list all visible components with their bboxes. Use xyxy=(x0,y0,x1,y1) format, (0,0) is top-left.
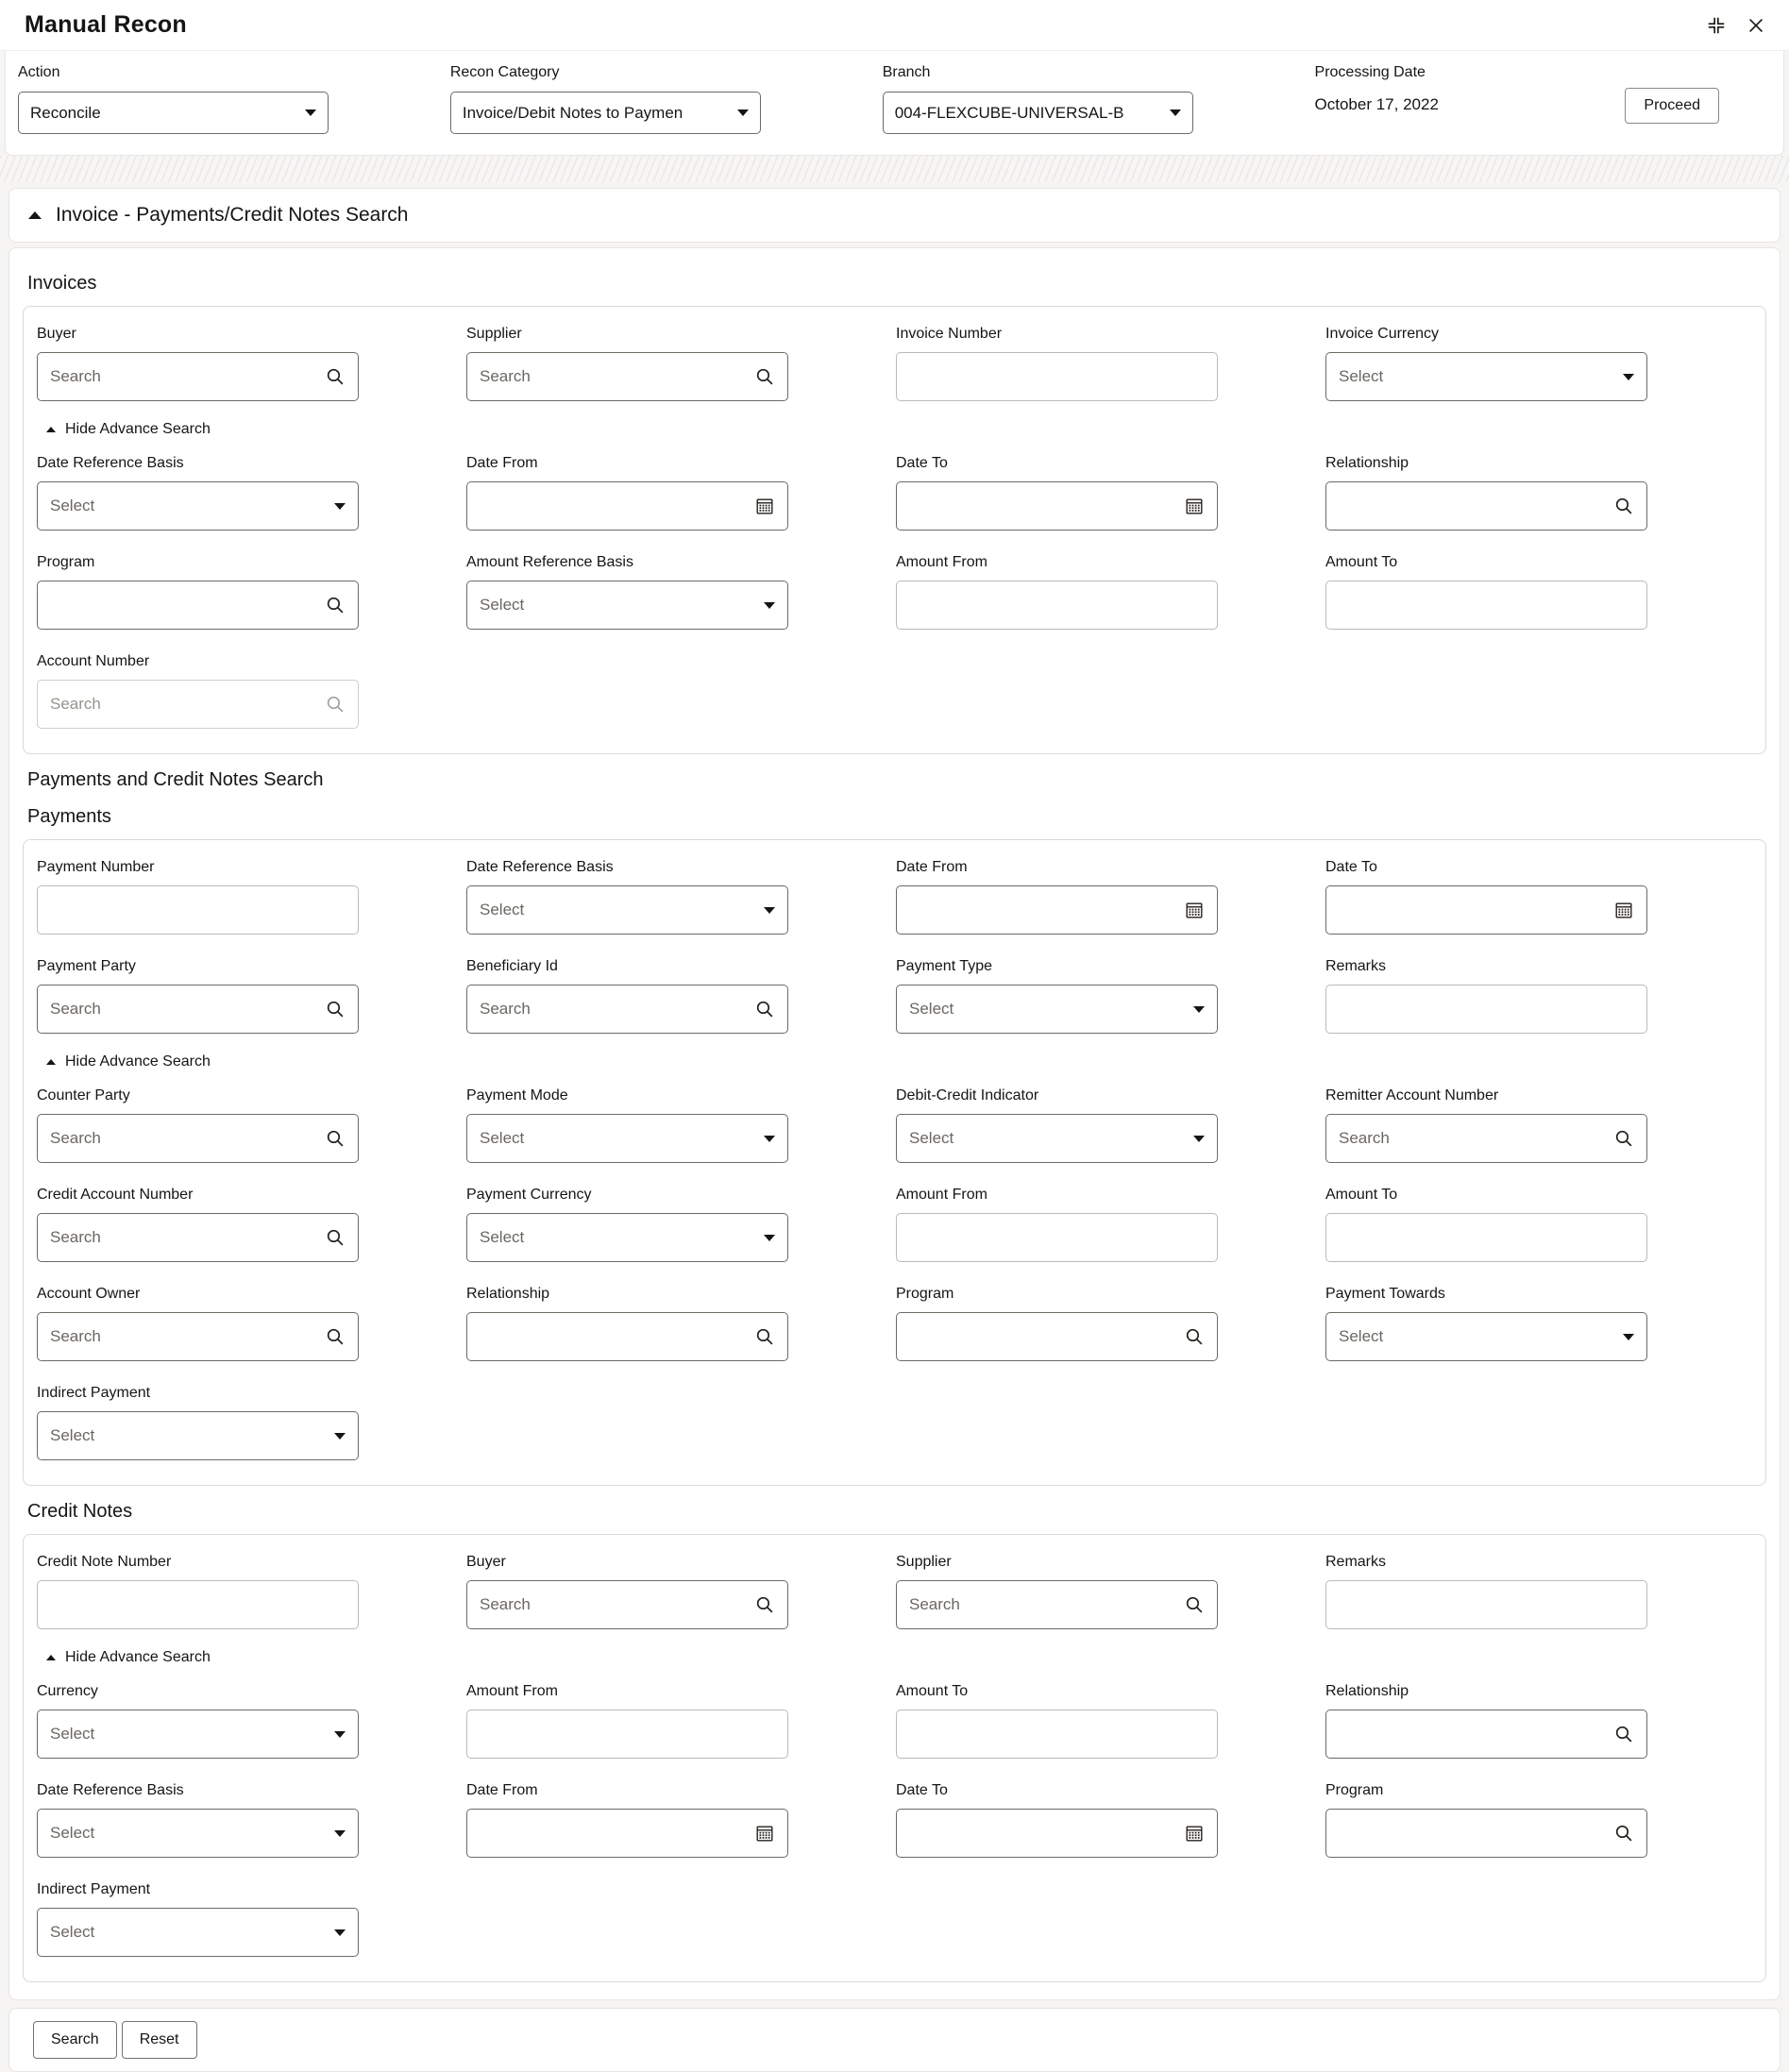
search-icon[interactable] xyxy=(754,1326,775,1347)
payments-indirect-payment-field xyxy=(37,1385,359,1460)
caret-down-icon xyxy=(334,503,346,510)
payments-relationship-field xyxy=(466,1286,788,1361)
credit-notes-date-from-field xyxy=(466,1782,788,1858)
calendar-icon[interactable] xyxy=(1184,1823,1205,1844)
credit-notes-advance-search-toggle[interactable] xyxy=(46,1649,211,1666)
caret-down-icon xyxy=(1193,1136,1205,1142)
field-row xyxy=(37,1187,1752,1262)
field-label: Date To xyxy=(896,455,948,471)
credit-notes-program-field xyxy=(1325,1782,1647,1858)
field-row xyxy=(37,1286,1752,1361)
payments-amount-from-input-box[interactable] xyxy=(896,1213,1218,1262)
section-header[interactable] xyxy=(8,188,1781,243)
field-row xyxy=(37,1683,1752,1759)
credit-notes-buyer-input[interactable] xyxy=(480,1595,747,1614)
credit-notes-remarks-input-box[interactable] xyxy=(1325,1580,1647,1629)
search-button[interactable]: Search xyxy=(33,2021,117,2059)
calendar-icon[interactable] xyxy=(1184,496,1205,516)
select-placeholder: Select xyxy=(480,901,525,918)
credit-notes-credit-note-number-input-box[interactable] xyxy=(37,1580,359,1629)
credit-notes-relationship-input[interactable] xyxy=(1339,1725,1606,1744)
invoices-supplier-input-box[interactable] xyxy=(466,352,788,401)
payments-remarks-input[interactable] xyxy=(1339,1000,1634,1019)
collapse-window-icon[interactable] xyxy=(1706,15,1727,36)
search-icon[interactable] xyxy=(325,595,346,615)
search-icon[interactable] xyxy=(754,1594,775,1615)
field-label: Amount Reference Basis xyxy=(466,554,633,570)
payments-remitter-account-number-input[interactable] xyxy=(1339,1129,1606,1148)
payments-beneficiary-id-field xyxy=(466,958,788,1034)
payments-payment-number-field xyxy=(37,859,359,935)
search-icon[interactable] xyxy=(1184,1594,1205,1615)
caret-down-icon xyxy=(764,1235,775,1241)
search-icon[interactable] xyxy=(1613,1128,1634,1149)
payments-remarks-input-box[interactable] xyxy=(1325,985,1647,1034)
field-label: Date From xyxy=(896,859,968,875)
invoices-supplier-field xyxy=(466,326,788,401)
field-row xyxy=(37,326,1752,401)
credit-notes-panel xyxy=(23,1534,1766,1982)
payments-account-owner-input[interactable] xyxy=(50,1327,317,1346)
section-title: Invoice - Payments/Credit Notes Search xyxy=(56,204,409,226)
invoices-amount-to-field xyxy=(1325,554,1647,630)
payments-payment-number-input[interactable] xyxy=(50,901,346,919)
credit-notes-relationship-input-box[interactable] xyxy=(1325,1710,1647,1759)
invoices-date-from-input[interactable] xyxy=(480,497,747,515)
caret-down-icon xyxy=(1193,1006,1205,1013)
search-icon[interactable] xyxy=(754,999,775,1019)
invoices-buyer-field xyxy=(37,326,359,401)
page-title: Manual Recon xyxy=(25,11,187,38)
field-label: Program xyxy=(1325,1782,1384,1798)
payments-payment-mode-select[interactable] xyxy=(466,1114,788,1163)
caret-down-icon xyxy=(764,1136,775,1142)
triangle-up-icon xyxy=(46,427,56,432)
invoices-advance-search-toggle[interactable] xyxy=(46,421,211,438)
triangle-up-icon xyxy=(46,1655,56,1660)
field-label: Relationship xyxy=(466,1286,550,1302)
payments-credit-account-number-field xyxy=(37,1187,359,1262)
field-label: Date To xyxy=(896,1782,948,1798)
credit-notes-amount-from-input-box[interactable] xyxy=(466,1710,788,1759)
payments-account-owner-field xyxy=(37,1286,359,1361)
action-label: Action xyxy=(18,64,60,80)
invoices-date-to-field xyxy=(896,455,1218,531)
invoices-amount-from-input-box[interactable] xyxy=(896,581,1218,630)
field-label: Amount From xyxy=(896,1187,987,1203)
field-label: Date From xyxy=(466,455,538,471)
caret-down-icon xyxy=(334,1433,346,1440)
caret-down-icon xyxy=(764,907,775,914)
payments-payment-number-input-box[interactable] xyxy=(37,885,359,935)
payments-date-to-field xyxy=(1325,859,1647,935)
search-form xyxy=(8,247,1781,2000)
credit-notes-amount-to-input[interactable] xyxy=(909,1725,1205,1744)
invoices-amount-to-input[interactable] xyxy=(1339,596,1634,615)
field-label: Beneficiary Id xyxy=(466,958,558,974)
payments-date-from-input[interactable] xyxy=(909,901,1176,919)
field-label: Buyer xyxy=(37,326,76,342)
field-row xyxy=(37,455,1752,531)
credit-notes-supplier-input[interactable] xyxy=(909,1595,1176,1614)
field-label: Payment Number xyxy=(37,859,155,875)
payments-beneficiary-id-input-box[interactable] xyxy=(466,985,788,1034)
field-label: Amount From xyxy=(466,1683,558,1699)
payments-relationship-input-box[interactable] xyxy=(466,1312,788,1361)
invoices-date-from-input-box[interactable] xyxy=(466,481,788,531)
credit-notes-indirect-payment-select[interactable] xyxy=(37,1908,359,1957)
field-label: Payment Mode xyxy=(466,1087,568,1103)
payments-heading: Payments xyxy=(27,806,111,827)
divider-pattern xyxy=(0,156,1789,182)
payments-amount-to-input-box[interactable] xyxy=(1325,1213,1647,1262)
credit-notes-indirect-payment-field xyxy=(37,1881,359,1957)
payments-counter-party-input[interactable] xyxy=(50,1129,317,1148)
advance-search-toggle-label: Hide Advance Search xyxy=(65,1053,211,1070)
proceed-button[interactable]: Proceed xyxy=(1625,88,1719,124)
field-label: Buyer xyxy=(466,1554,506,1570)
field-label: Account Number xyxy=(37,653,150,669)
field-row xyxy=(37,1385,1752,1460)
field-label: Account Owner xyxy=(37,1286,141,1302)
invoices-amount-from-input[interactable] xyxy=(909,596,1205,615)
calendar-icon[interactable] xyxy=(1613,900,1634,920)
processing-date-label: Processing Date xyxy=(1314,64,1426,80)
search-icon[interactable] xyxy=(1613,496,1634,516)
field-label: Relationship xyxy=(1325,455,1409,471)
invoices-invoice-number-input[interactable] xyxy=(909,367,1205,386)
recon-category-value: Invoice/Debit Notes to Paymen xyxy=(462,103,684,122)
payments-amount-to-field xyxy=(1325,1187,1647,1262)
field-label: Payment Party xyxy=(37,958,136,974)
field-label: Date Reference Basis xyxy=(466,859,614,875)
payments-payment-towards-field xyxy=(1325,1286,1647,1361)
select-placeholder: Select xyxy=(50,1824,95,1842)
payments-date-to-input-box[interactable] xyxy=(1325,885,1647,935)
credit-notes-supplier-input-box[interactable] xyxy=(896,1580,1218,1629)
credit-notes-supplier-field xyxy=(896,1554,1218,1629)
caret-down-icon xyxy=(764,602,775,609)
search-icon[interactable] xyxy=(325,366,346,387)
payments-payment-currency-field xyxy=(466,1187,788,1262)
select-placeholder: Select xyxy=(480,1129,525,1147)
payments-counter-party-input-box[interactable] xyxy=(37,1114,359,1163)
field-label: Amount To xyxy=(896,1683,969,1699)
triangle-up-icon[interactable] xyxy=(28,211,42,219)
credit-notes-date-from-input-box[interactable] xyxy=(466,1809,788,1858)
processing-date-value: October 17, 2022 xyxy=(1314,95,1439,113)
invoices-account-number-input-box xyxy=(37,680,359,729)
invoices-invoice-number-field xyxy=(896,326,1218,401)
field-label: Payment Type xyxy=(896,958,992,974)
search-icon[interactable] xyxy=(1613,1724,1634,1744)
payments-amount-to-input[interactable] xyxy=(1339,1228,1634,1247)
field-row xyxy=(37,859,1752,935)
payments-indirect-payment-select[interactable] xyxy=(37,1411,359,1460)
field-label: Credit Note Number xyxy=(37,1554,172,1570)
credit-notes-date-to-input[interactable] xyxy=(909,1824,1176,1843)
field-label: Date To xyxy=(1325,859,1377,875)
payments-panel xyxy=(23,839,1766,1486)
invoices-date-reference-basis-select[interactable] xyxy=(37,481,359,531)
payments-debit-credit-indicator-select[interactable] xyxy=(896,1114,1218,1163)
invoices-relationship-input[interactable] xyxy=(1339,497,1606,515)
credit-notes-program-input[interactable] xyxy=(1339,1824,1606,1843)
footer-actions xyxy=(8,2008,1781,2072)
select-placeholder: Select xyxy=(1339,367,1384,385)
payments-date-reference-basis-select[interactable] xyxy=(466,885,788,935)
caret-down-icon xyxy=(334,1731,346,1738)
search-icon[interactable] xyxy=(1184,1326,1205,1347)
invoices-program-field xyxy=(37,554,359,630)
search-icon[interactable] xyxy=(754,366,775,387)
invoices-invoice-currency-field xyxy=(1325,326,1647,401)
field-label: Payment Towards xyxy=(1325,1286,1445,1302)
field-label: Indirect Payment xyxy=(37,1881,151,1897)
invoices-relationship-input-box[interactable] xyxy=(1325,481,1647,531)
credit-notes-amount-to-input-box[interactable] xyxy=(896,1710,1218,1759)
field-row xyxy=(37,1554,1752,1629)
caret-down-icon xyxy=(1170,109,1181,116)
invoices-invoice-number-input-box[interactable] xyxy=(896,352,1218,401)
credit-notes-date-to-field xyxy=(896,1782,1218,1858)
calendar-icon[interactable] xyxy=(1184,900,1205,920)
payments-date-from-field xyxy=(896,859,1218,935)
credit-notes-credit-note-number-input[interactable] xyxy=(50,1595,346,1614)
select-placeholder: Select xyxy=(50,1426,95,1444)
invoices-amount-reference-basis-select[interactable] xyxy=(466,581,788,630)
action-value: Reconcile xyxy=(30,103,101,122)
search-icon[interactable] xyxy=(325,1227,346,1248)
payments-remitter-account-number-input-box[interactable] xyxy=(1325,1114,1647,1163)
payments-remarks-field xyxy=(1325,958,1647,1034)
caret-down-icon xyxy=(334,1929,346,1936)
payments-relationship-input[interactable] xyxy=(480,1327,747,1346)
field-label: Payment Currency xyxy=(466,1187,592,1203)
select-placeholder: Select xyxy=(909,1129,954,1147)
credit-notes-date-from-input[interactable] xyxy=(480,1824,747,1843)
invoices-buyer-input[interactable] xyxy=(50,367,317,386)
search-icon[interactable] xyxy=(325,1128,346,1149)
select-placeholder: Select xyxy=(480,1228,525,1246)
field-row xyxy=(37,958,1752,1034)
caret-down-icon xyxy=(1623,374,1634,380)
payments-program-input-box[interactable] xyxy=(896,1312,1218,1361)
search-icon[interactable] xyxy=(1613,1823,1634,1844)
caret-down-icon xyxy=(305,109,316,116)
field-row xyxy=(37,554,1752,630)
reset-button[interactable]: Reset xyxy=(122,2021,197,2059)
field-row xyxy=(37,1087,1752,1163)
credit-notes-currency-field xyxy=(37,1683,359,1759)
caret-down-icon xyxy=(737,109,749,116)
payments-counter-party-field xyxy=(37,1087,359,1163)
field-label: Counter Party xyxy=(37,1087,130,1103)
caret-down-icon xyxy=(334,1830,346,1837)
select-placeholder: Select xyxy=(1339,1327,1384,1345)
branch-label: Branch xyxy=(882,64,931,80)
payments-debit-credit-indicator-field xyxy=(896,1087,1218,1163)
invoices-account-number-field xyxy=(37,653,359,729)
field-row xyxy=(37,653,1752,729)
field-row xyxy=(37,1881,1752,1957)
select-placeholder: Select xyxy=(50,1725,95,1743)
field-label: Credit Account Number xyxy=(37,1187,194,1203)
invoices-amount-to-input-box[interactable] xyxy=(1325,581,1647,630)
invoices-amount-from-field xyxy=(896,554,1218,630)
calendar-icon[interactable] xyxy=(754,1823,775,1844)
payments-date-to-input[interactable] xyxy=(1339,901,1606,919)
field-label: Supplier xyxy=(896,1554,952,1570)
credit-notes-amount-to-field xyxy=(896,1683,1218,1759)
triangle-up-icon xyxy=(46,1059,56,1065)
branch-select[interactable] xyxy=(883,92,1193,134)
payments-date-reference-basis-field xyxy=(466,859,788,935)
credit-notes-buyer-input-box[interactable] xyxy=(466,1580,788,1629)
credit-notes-amount-from-input[interactable] xyxy=(480,1725,775,1744)
payments-remitter-account-number-field xyxy=(1325,1087,1647,1163)
payments-group-heading: Payments and Credit Notes Search xyxy=(27,769,324,790)
payments-payment-currency-select[interactable] xyxy=(466,1213,788,1262)
invoices-account-number-input xyxy=(50,695,317,714)
invoices-date-reference-basis-field xyxy=(37,455,359,531)
field-label: Relationship xyxy=(1325,1683,1409,1699)
field-label: Program xyxy=(896,1286,954,1302)
payments-payment-type-field xyxy=(896,958,1218,1034)
payments-payment-party-field xyxy=(37,958,359,1034)
invoices-relationship-field xyxy=(1325,455,1647,531)
field-label: Indirect Payment xyxy=(37,1385,151,1401)
invoices-heading: Invoices xyxy=(27,273,97,294)
invoices-program-input[interactable] xyxy=(50,596,317,615)
branch-value: 004-FLEXCUBE-UNIVERSAL-B xyxy=(894,103,1124,122)
payments-date-from-input-box[interactable] xyxy=(896,885,1218,935)
payments-beneficiary-id-input[interactable] xyxy=(480,1000,747,1019)
credit-notes-currency-select[interactable] xyxy=(37,1710,359,1759)
invoices-program-input-box[interactable] xyxy=(37,581,359,630)
credit-notes-heading: Credit Notes xyxy=(27,1501,133,1522)
payments-account-owner-input-box[interactable] xyxy=(37,1312,359,1361)
field-label: Remarks xyxy=(1325,1554,1387,1570)
payments-amount-from-input[interactable] xyxy=(909,1228,1205,1247)
advance-search-toggle-label: Hide Advance Search xyxy=(65,1649,211,1665)
invoices-date-to-input[interactable] xyxy=(909,497,1176,515)
action-select[interactable] xyxy=(18,92,329,134)
field-row xyxy=(37,1782,1752,1858)
search-icon[interactable] xyxy=(325,1326,346,1347)
payments-payment-party-input-box[interactable] xyxy=(37,985,359,1034)
payments-payment-towards-select[interactable] xyxy=(1325,1312,1647,1361)
select-placeholder: Select xyxy=(480,596,525,614)
caret-down-icon xyxy=(1623,1334,1634,1340)
invoices-buyer-input-box[interactable] xyxy=(37,352,359,401)
payments-program-input[interactable] xyxy=(909,1327,1176,1346)
field-label: Remitter Account Number xyxy=(1325,1087,1499,1103)
invoices-supplier-input[interactable] xyxy=(480,367,747,386)
field-label: Amount From xyxy=(896,554,987,570)
field-label: Supplier xyxy=(466,326,522,342)
field-label: Date From xyxy=(466,1782,538,1798)
field-label: Program xyxy=(37,554,95,570)
payments-amount-from-field xyxy=(896,1187,1218,1262)
field-label: Invoice Currency xyxy=(1325,326,1440,342)
search-icon[interactable] xyxy=(325,999,346,1019)
payments-credit-account-number-input-box[interactable] xyxy=(37,1213,359,1262)
field-label: Date Reference Basis xyxy=(37,1782,184,1798)
credit-notes-date-to-input-box[interactable] xyxy=(896,1809,1218,1858)
credit-notes-date-reference-basis-select[interactable] xyxy=(37,1809,359,1858)
field-label: Invoice Number xyxy=(896,326,1003,342)
field-label: Currency xyxy=(37,1683,98,1699)
payments-payment-party-input[interactable] xyxy=(50,1000,317,1019)
credit-notes-remarks-field xyxy=(1325,1554,1647,1629)
credit-notes-remarks-input[interactable] xyxy=(1339,1595,1634,1614)
invoices-date-to-input-box[interactable] xyxy=(896,481,1218,531)
invoices-date-from-field xyxy=(466,455,788,531)
search-icon xyxy=(325,694,346,715)
field-label: Remarks xyxy=(1325,958,1387,974)
payments-credit-account-number-input[interactable] xyxy=(50,1228,317,1247)
credit-notes-program-input-box[interactable] xyxy=(1325,1809,1647,1858)
invoices-invoice-currency-select[interactable] xyxy=(1325,352,1647,401)
recon-category-label: Recon Category xyxy=(449,64,560,80)
close-icon[interactable] xyxy=(1746,15,1766,36)
invoices-panel xyxy=(23,306,1766,754)
field-label: Debit-Credit Indicator xyxy=(896,1087,1039,1103)
select-placeholder: Select xyxy=(909,1000,954,1018)
credit-notes-relationship-field xyxy=(1325,1683,1647,1759)
recon-category-select[interactable] xyxy=(450,92,761,134)
field-label: Date Reference Basis xyxy=(37,455,184,471)
payments-payment-mode-field xyxy=(466,1087,788,1163)
field-label: Amount To xyxy=(1325,554,1398,570)
calendar-icon[interactable] xyxy=(754,496,775,516)
select-placeholder: Select xyxy=(50,497,95,514)
toolbar xyxy=(5,51,1784,156)
payments-program-field xyxy=(896,1286,1218,1361)
credit-notes-credit-note-number-field xyxy=(37,1554,359,1629)
field-label: Amount To xyxy=(1325,1187,1398,1203)
payments-advance-search-toggle[interactable] xyxy=(46,1053,211,1070)
payments-payment-type-select[interactable] xyxy=(896,985,1218,1034)
advance-search-toggle-label: Hide Advance Search xyxy=(65,421,211,437)
credit-notes-date-reference-basis-field xyxy=(37,1782,359,1858)
credit-notes-amount-from-field xyxy=(466,1683,788,1759)
credit-notes-buyer-field xyxy=(466,1554,788,1629)
invoices-amount-reference-basis-field xyxy=(466,554,788,630)
select-placeholder: Select xyxy=(50,1923,95,1941)
window-header xyxy=(0,0,1789,51)
